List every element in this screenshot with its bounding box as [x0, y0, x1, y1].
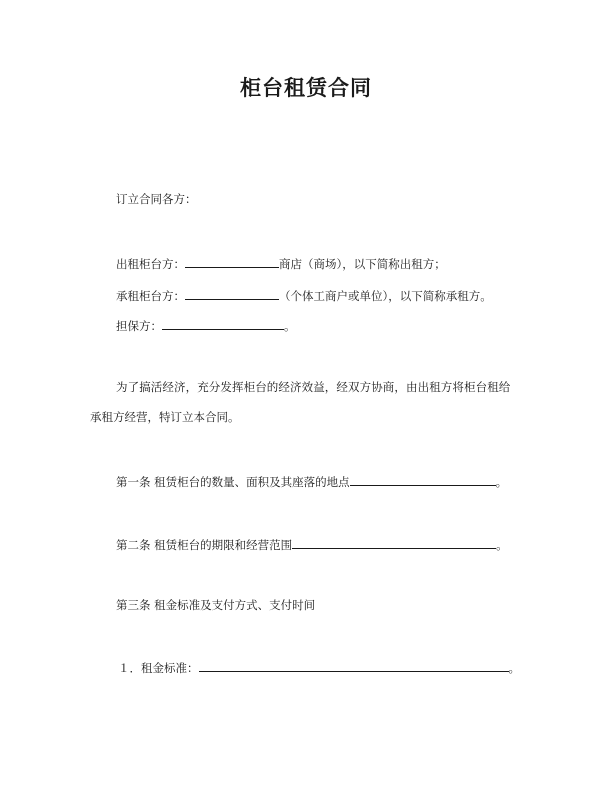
item-1-blank[interactable]: [199, 660, 509, 672]
article-2-suffix: 。: [496, 538, 508, 552]
article-1-blank[interactable]: [350, 474, 496, 486]
article-1-text: 第一条 租赁柜台的数量、面积及其座落的地点: [116, 475, 350, 489]
guarantor-suffix: 。: [284, 319, 296, 333]
article-2-text: 第二条 租赁柜台的期限和经营范围: [116, 538, 293, 552]
article-1: [116, 474, 507, 489]
lessor-suffix: 商店（商场），以下简称出租方；: [279, 257, 446, 271]
article-2: [116, 537, 508, 552]
item-1: [118, 660, 520, 675]
page-title: 柜台租赁合同: [240, 76, 372, 100]
guarantor-label: 担保方：: [116, 319, 162, 333]
guarantor-line: [116, 318, 296, 333]
lessor-line: [116, 256, 446, 271]
parties-intro: 订立合同各方：: [116, 192, 197, 206]
lessee-suffix: （个体工商户或单位），以下简称承租方。: [279, 289, 492, 303]
guarantor-name-blank[interactable]: [162, 318, 284, 330]
lessor-label: 出租柜台方：: [116, 257, 185, 271]
lessee-label: 承租柜台方：: [116, 289, 185, 303]
article-2-blank[interactable]: [292, 537, 496, 549]
lessor-name-blank[interactable]: [185, 256, 279, 268]
article-3: 第三条 租金标准及支付方式、支付时间: [116, 598, 316, 612]
lessee-line: [116, 288, 492, 303]
lessee-name-blank[interactable]: [185, 288, 279, 300]
item-1-suffix: 。: [508, 661, 520, 675]
article-1-suffix: 。: [495, 475, 508, 489]
item-1-text: １．租金标准：: [118, 661, 199, 675]
preamble-line-1: 为了搞活经济，充分发挥柜台的经济效益，经双方协商，由出租方将柜台租给: [116, 380, 511, 394]
preamble-line-2: 承租方经营，特订立本合同。: [90, 410, 240, 424]
